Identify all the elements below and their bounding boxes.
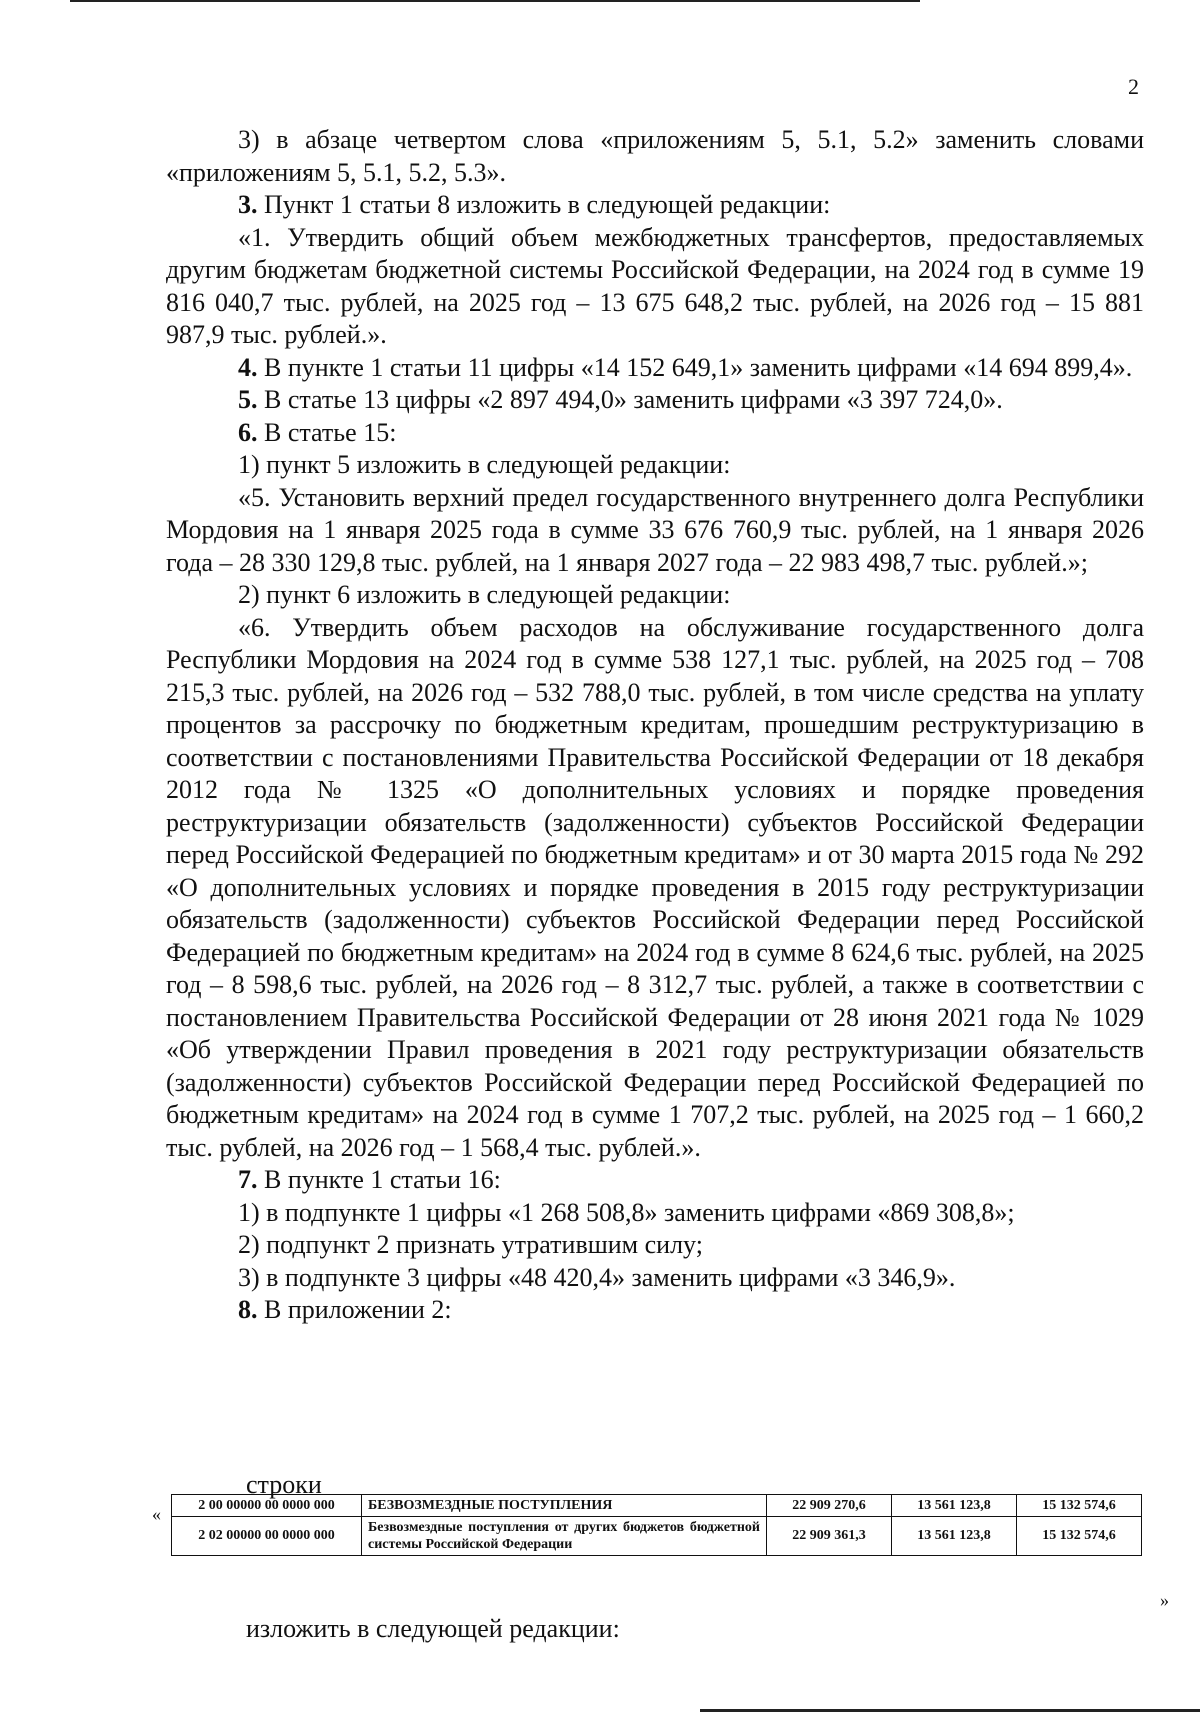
paragraph-number: 5. (238, 385, 258, 414)
paragraph-text: В статье 15: (257, 417, 397, 447)
paragraph-number: 4. (238, 352, 258, 382)
row-value-2024: 22 909 361,3 (767, 1517, 892, 1556)
paragraph-text: «5. Установить верхний предел государственного внутреннего долга Республики Мордовия на 1 января 2025 года в сумме 33 676 760,9 тыс. рублей, на 1 января 2026 года – 28 330 129,8 тыс. рублей, на 1 января 2027 года – 22 983 498,7 тыс. рублей.»; (166, 482, 1144, 577)
paragraph-subitem-2 (166, 579, 1144, 612)
table-row (172, 1495, 1142, 1517)
row-value-2026: 15 132 574,6 (1017, 1517, 1142, 1556)
paragraph-number: 3. (238, 190, 258, 219)
paragraph-number: 7. (238, 1165, 258, 1194)
paragraph-text: 1) пункт 5 изложить в следующей редакции: (238, 450, 731, 479)
row-value-2025: 13 561 123,8 (892, 1517, 1017, 1556)
paragraph-text: В пункте 1 статьи 16: (257, 1165, 501, 1194)
document-body (166, 124, 1144, 1327)
paragraph-text: 3) в подпункте 3 цифры «48 420,4» заменить цифрами «3 346,9». (238, 1262, 956, 1292)
paragraph-number: 8. (238, 1295, 258, 1324)
row-value-2025: 13 561 123,8 (892, 1495, 1017, 1517)
closing-phrase: изложить в следующей редакции: (246, 1614, 620, 1643)
paragraph-text: «6. Утвердить объем расходов на обслуживание государственного долга Республики Мордовия на 2024 год в сумме 538 127,1 тыс. рублей, на 2025 год – 708 215,3 тыс. рублей, на 2026 год – 532 788,0 тыс. рублей, в том числе средства на уплату процентов за рассрочку по бюджетным кредитам, прошедшим реструктуризацию в соответствии с постановлениями Правительства Российской Федерации от 18 декабря 2012 года № 1325 «О дополнительных условиях и порядке проведения реструктуризации обязательств (задолженности) субъектов Российской Федерации перед Российской Федерацией по бюджетным кредитам» и от 30 марта 2015 года № 292 «О дополнительных условиях и порядке проведения в 2015 году реструктуризации обязательств (задолженности) субъектов Российской Федерации перед Российской Федерацией по бюджетным кредитам» на 2024 год в сумме 8 624,6 тыс. рублей, на 2025 год – 8 598,6 тыс. рублей, на 2026 год – 8 312,7 тыс. рублей, а также в соответствии с постановлением Правительства Российской Федерации от 28 июня 2021 года № 1029 «Об утверждении Правил проведения в 2021 году реструктуризации обязательств (задолженности) субъектов Российской Федерации перед Российской Федерацией по бюджетным кредитам» на 2024 год в сумме 1 707,2 тыс. рублей, на 2025 год – 1 660,2 тыс. рублей, на 2026 год – 1 568,4 тыс. рублей.». (166, 612, 1144, 1162)
amendment-table (171, 1494, 1142, 1556)
paragraph-text: 2) подпункт 2 признать утратившим силу; (238, 1230, 703, 1259)
amendment-table-container (171, 1494, 1142, 1556)
paragraph-point-5 (166, 384, 1144, 417)
row-value-2026: 15 132 574,6 (1017, 1495, 1142, 1517)
paragraph-subpoint-1 (166, 1197, 1144, 1230)
scan-border-top (70, 0, 920, 2)
paragraph-point-7 (166, 1164, 1144, 1197)
paragraph-subpoint-2 (166, 1229, 1144, 1262)
paragraph-text: В статье 13 цифры «2 897 494,0» заменить цифрами «3 397 724,0». (257, 385, 1003, 414)
paragraph-point-8 (166, 1294, 1144, 1327)
lead-word: строки (246, 1470, 322, 1499)
paragraph-text: «1. Утвердить общий объем межбюджетных трансфертов, предоставляемых другим бюджетам бюджетной системы Российской Федерации, на 2024 год в сумме 19 816 040,7 тыс. рублей, на 2025 год – 13 675 648,2 тыс. рублей, на 2026 год – 15 881 987,9 тыс. рублей.». (166, 222, 1144, 349)
paragraph-text: В приложении 2: (257, 1295, 452, 1324)
row-name: БЕЗВОЗМЕЗДНЫЕ ПОСТУПЛЕНИЯ (362, 1495, 767, 1517)
quote-open: « (152, 1504, 161, 1524)
page-number: 2 (1128, 74, 1139, 99)
paragraph-debt-service (166, 612, 1144, 1165)
row-value-2024: 22 909 270,6 (767, 1495, 892, 1517)
table-row (172, 1517, 1142, 1556)
row-code: 2 00 00000 00 0000 000 (172, 1495, 362, 1517)
paragraph-number: 6. (238, 417, 258, 447)
paragraph-point-4 (166, 352, 1144, 385)
paragraph-item-3-substitution (166, 124, 1144, 189)
paragraph-text: 1) в подпункте 1 цифры «1 268 508,8» заменить цифрами «869 308,8»; (238, 1197, 1015, 1227)
row-name: Безвозмездные поступления от других бюджетов бюджетной системы Российской Федерации (362, 1517, 767, 1556)
row-code: 2 02 00000 00 0000 000 (172, 1517, 362, 1556)
paragraph-point-6 (166, 417, 1144, 450)
paragraph-subpoint-3 (166, 1262, 1144, 1295)
paragraph-text: 2) пункт 6 изложить в следующей редакции: (238, 580, 731, 609)
paragraph-transfers (166, 222, 1144, 352)
quote-close: » (1160, 1590, 1169, 1610)
paragraph-debt-limit (166, 482, 1144, 580)
paragraph-text: Пункт 1 статьи 8 изложить в следующей редакции: (257, 190, 831, 219)
paragraph-point-3 (166, 189, 1144, 222)
paragraph-text: 3) в абзаце четвертом слова «приложениям 5, 5.1, 5.2» заменить словами «приложениям 5, 5.1, 5.2, 5.3». (166, 125, 1144, 187)
paragraph-subitem-1 (166, 449, 1144, 482)
paragraph-text: В пункте 1 статьи 11 цифры «14 152 649,1» заменить цифрами «14 694 899,4». (257, 352, 1133, 382)
